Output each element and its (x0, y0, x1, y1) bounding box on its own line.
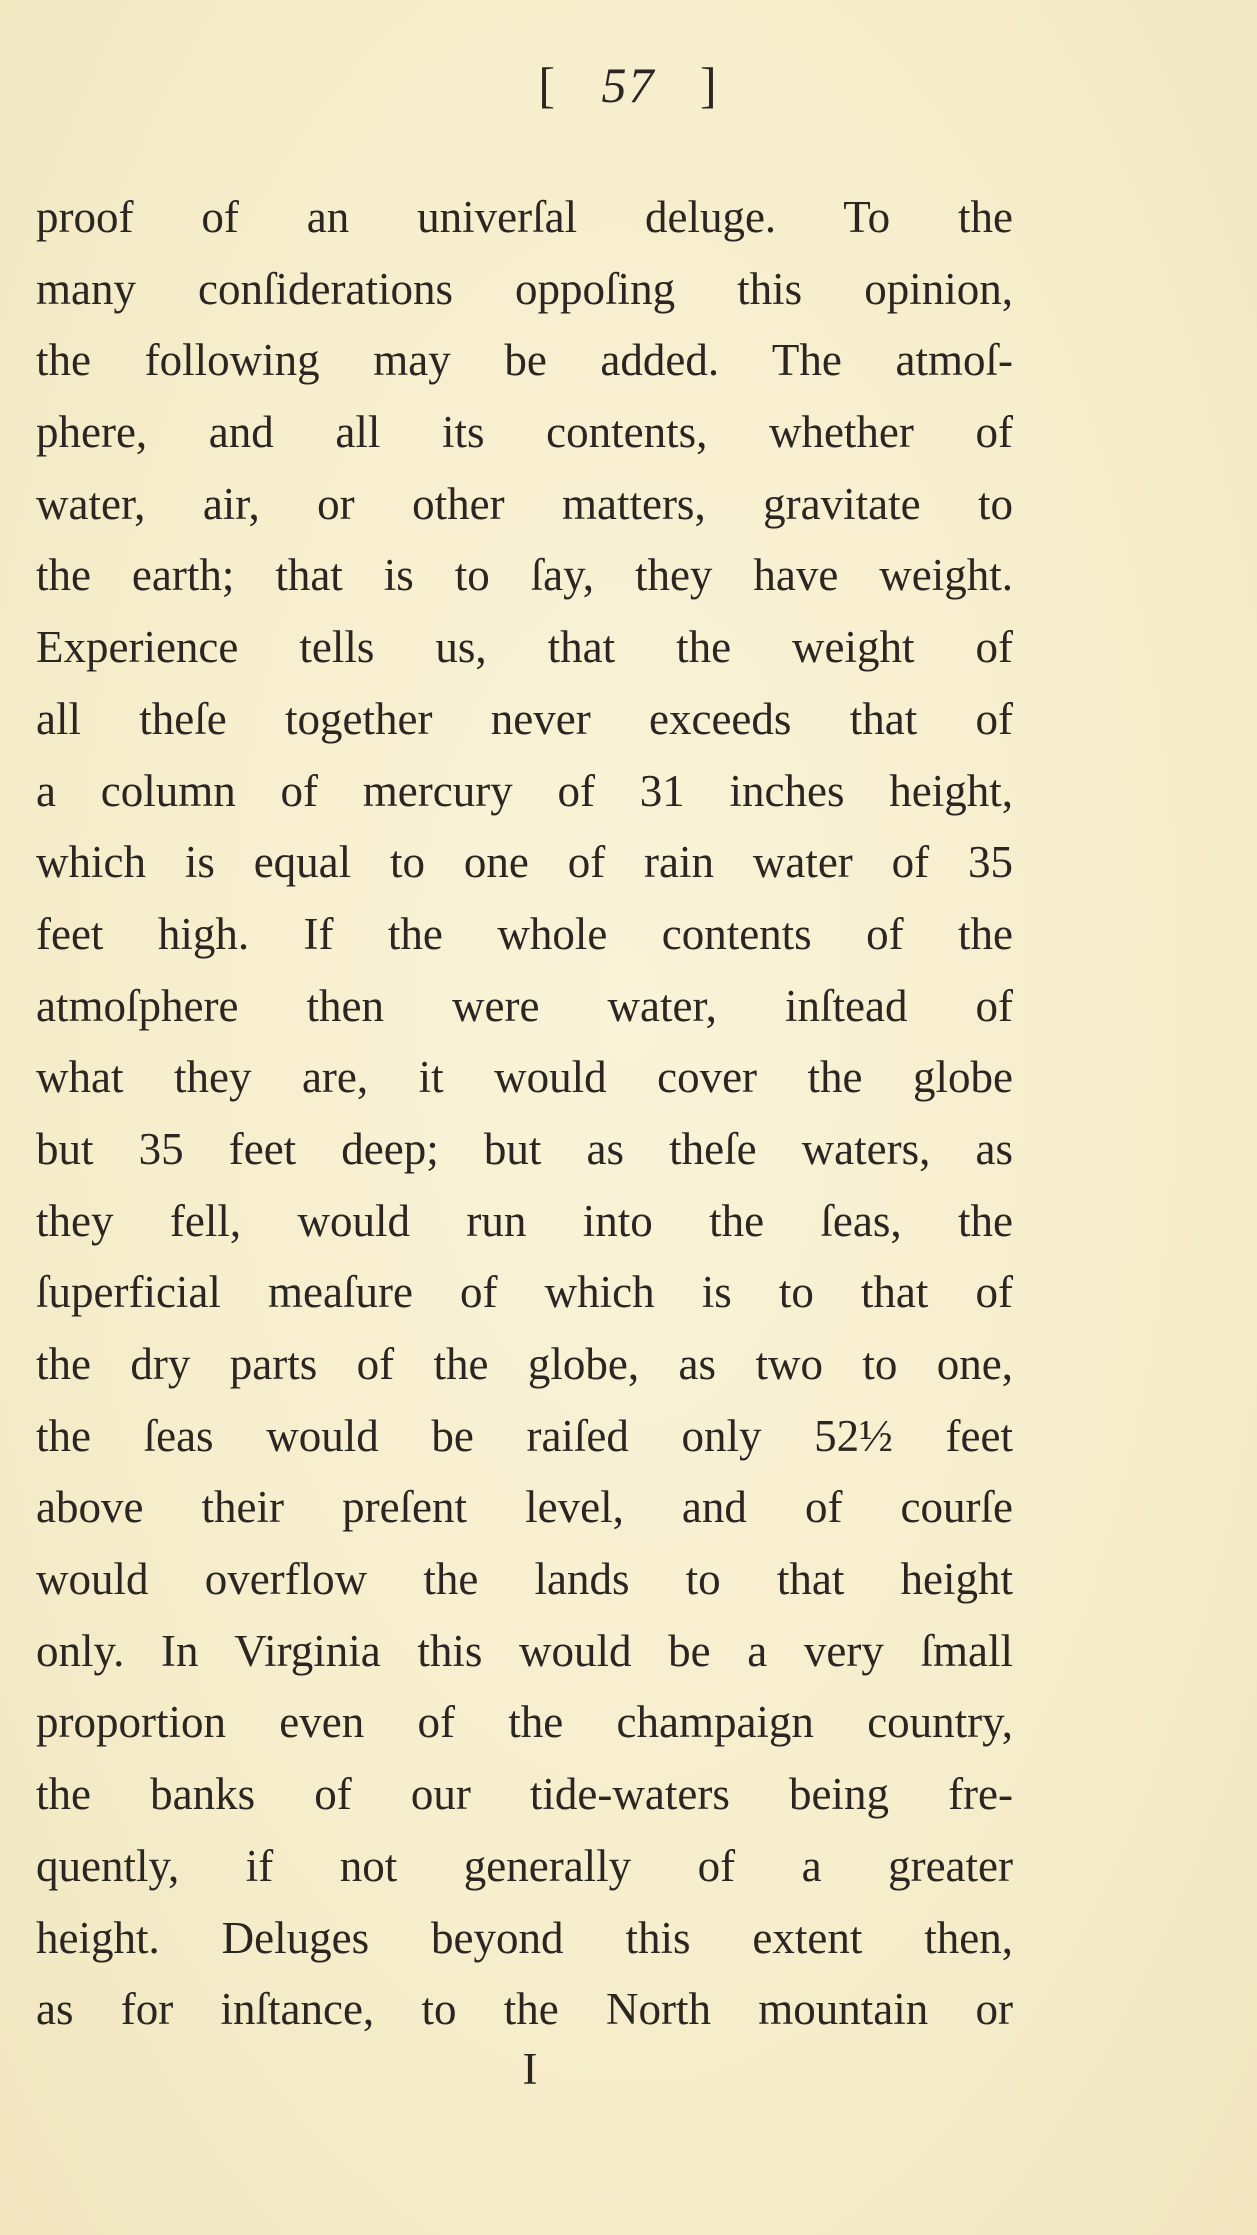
text-line: all theſe together never exceeds that of (36, 693, 1013, 744)
text-line: ſuperficial meaſure of which is to that of (36, 1267, 1013, 1318)
catchword: I (522, 2044, 538, 2094)
text-line: phere, and all its contents, whether of (36, 407, 1013, 458)
text-line: the dry parts of the globe, as two to one, (36, 1339, 1013, 1389)
page-number-open-bracket: [ (538, 57, 557, 113)
text-line: as for inſtance, to the North mountain or (36, 1984, 1013, 2035)
text-line: only. In Virginia this would be a very ſmall (36, 1625, 1013, 1676)
text-line: water, air, or other matters, gravitate to (36, 478, 1013, 529)
text-line: Experience tells us, that the weight of (36, 622, 1013, 673)
text-line: but 35 feet deep; but as theſe waters, as (36, 1123, 1013, 1174)
text-line: feet high. If the whole contents of the (36, 908, 1013, 959)
text-line: they fell, would run into the ſeas, the (36, 1195, 1013, 1246)
text-line: atmoſphere then were water, inſtead of (36, 980, 1013, 1031)
text-line: which is equal to one of rain water of 35 (36, 837, 1013, 888)
page-number (0, 57, 1257, 113)
page-number-value: 57 (601, 57, 656, 113)
text-line: proof of an univerſal deluge. To the (36, 192, 1013, 242)
text-line: proportion even of the champaign country, (36, 1697, 1013, 1748)
text-line: would overflow the lands to that height (36, 1554, 1013, 1605)
page-number-close-bracket: ] (700, 57, 719, 113)
text-line: a column of mercury of 31 inches height, (36, 765, 1013, 816)
text-line: the earth; that is to ſay, they have weight. (36, 550, 1013, 601)
text-line: quently, if not generally of a greater (36, 1840, 1013, 1891)
body-text (36, 182, 1013, 2046)
text-line: height. Deluges beyond this extent then, (36, 1912, 1013, 1963)
text-line: many conſiderations oppoſing this opinion, (36, 263, 1013, 314)
text-line: the following may be added. The atmoſ- (36, 335, 1013, 386)
text-line: above their preſent level, and of courſe (36, 1482, 1013, 1533)
text-line: the ſeas would be raiſed only 52½ feet (36, 1410, 1013, 1461)
text-line: what they are, it would cover the globe (36, 1052, 1013, 1103)
text-line: the banks of our tide-waters being fre- (36, 1769, 1013, 1820)
